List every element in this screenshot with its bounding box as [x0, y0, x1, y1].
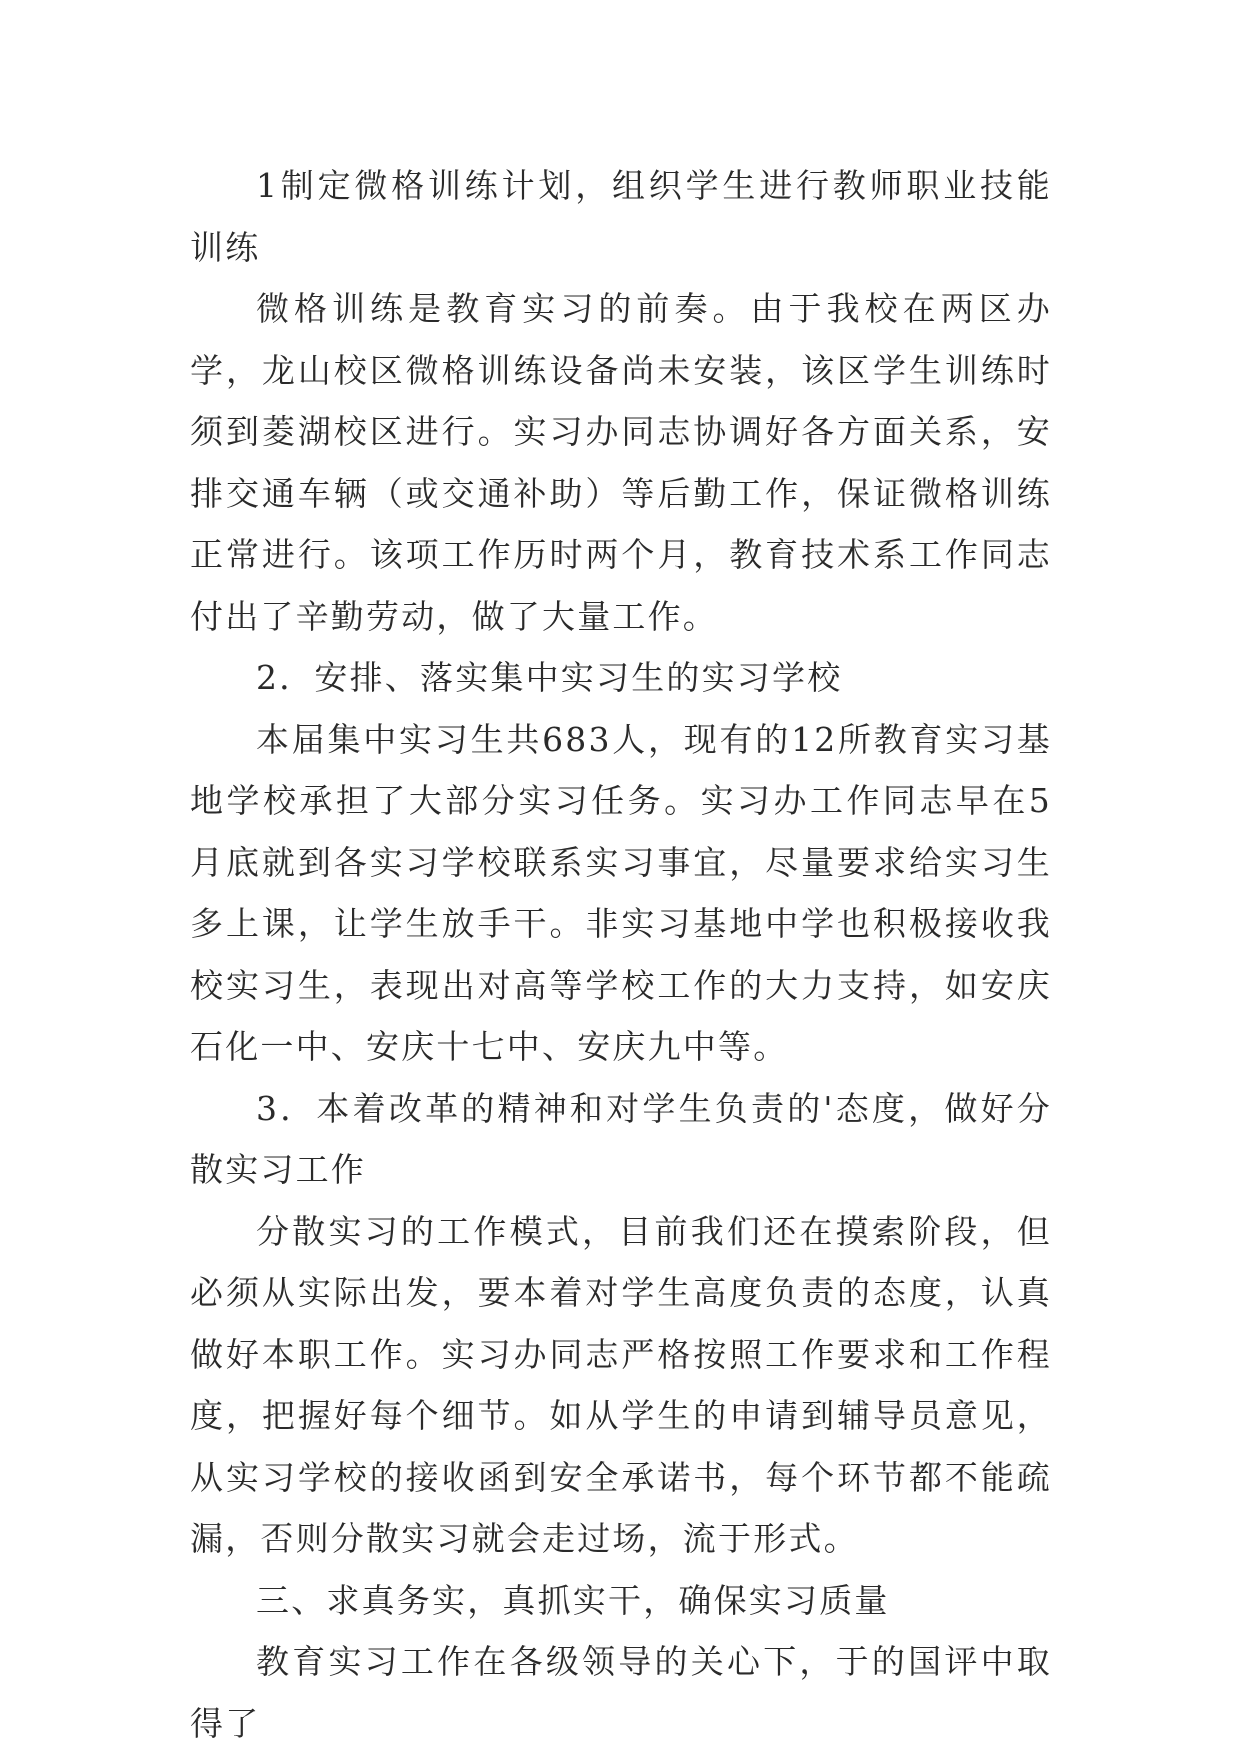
paragraph-microteaching: 微格训练是教育实习的前奏。由于我校在两区办学，龙山校区微格训练设备尚未安装，该区学生训练时须到菱湖校区进行。实习办同志协调好各方面关系，安排交通车辆（或交通补助）等后勤工作，保证微格训练正常进行。该项工作历时两个月，教育技术系工作同志付出了辛勤劳动，做了大量工作。	[190, 289, 1052, 636]
paragraph-internship-schools: 本届集中实习生共683人，现有的12所教育实习基地学校承担了大部分实习任务。实习办工作同志早在5月底就到各实习学校联系实习事宜，尽量要求给实习生多上课，让学生放手干。非实习基地中学也积极接收我校实习生，表现出对高等学校工作的大力支持，如安庆石化一中、安庆十七中、安庆九中等。	[190, 719, 1052, 1066]
heading-internship-schools: 2．安排、落实集中实习生的实习学校	[256, 658, 843, 697]
document-body	[190, 155, 1052, 1754]
paragraph-dispersed-internship: 分散实习的工作模式，目前我们还在摸索阶段，但必须从实际出发，要本着对学生高度负责的态度，认真做好本职工作。实习办同志严格按照工作要求和工作程度，把握好每个细节。如从学生的申请到辅导员意见，从实习学校的接收函到安全承诺书，每个环节都不能疏漏，否则分散实习就会走过场，流于形式。	[190, 1211, 1052, 1558]
heading-dispersed-internship: 3．本着改革的精神和对学生负责的'态度，做好分散实习工作	[190, 1088, 1052, 1189]
heading-section-three: 三、求真务实，真抓实干，确保实习质量	[256, 1580, 890, 1620]
paragraph-quality: 教育实习工作在各级领导的关心下，于的国评中取得了	[190, 1642, 1052, 1743]
heading-microteaching-plan: 1制定微格训练计划，组织学生进行教师职业技能训练	[190, 166, 1052, 267]
